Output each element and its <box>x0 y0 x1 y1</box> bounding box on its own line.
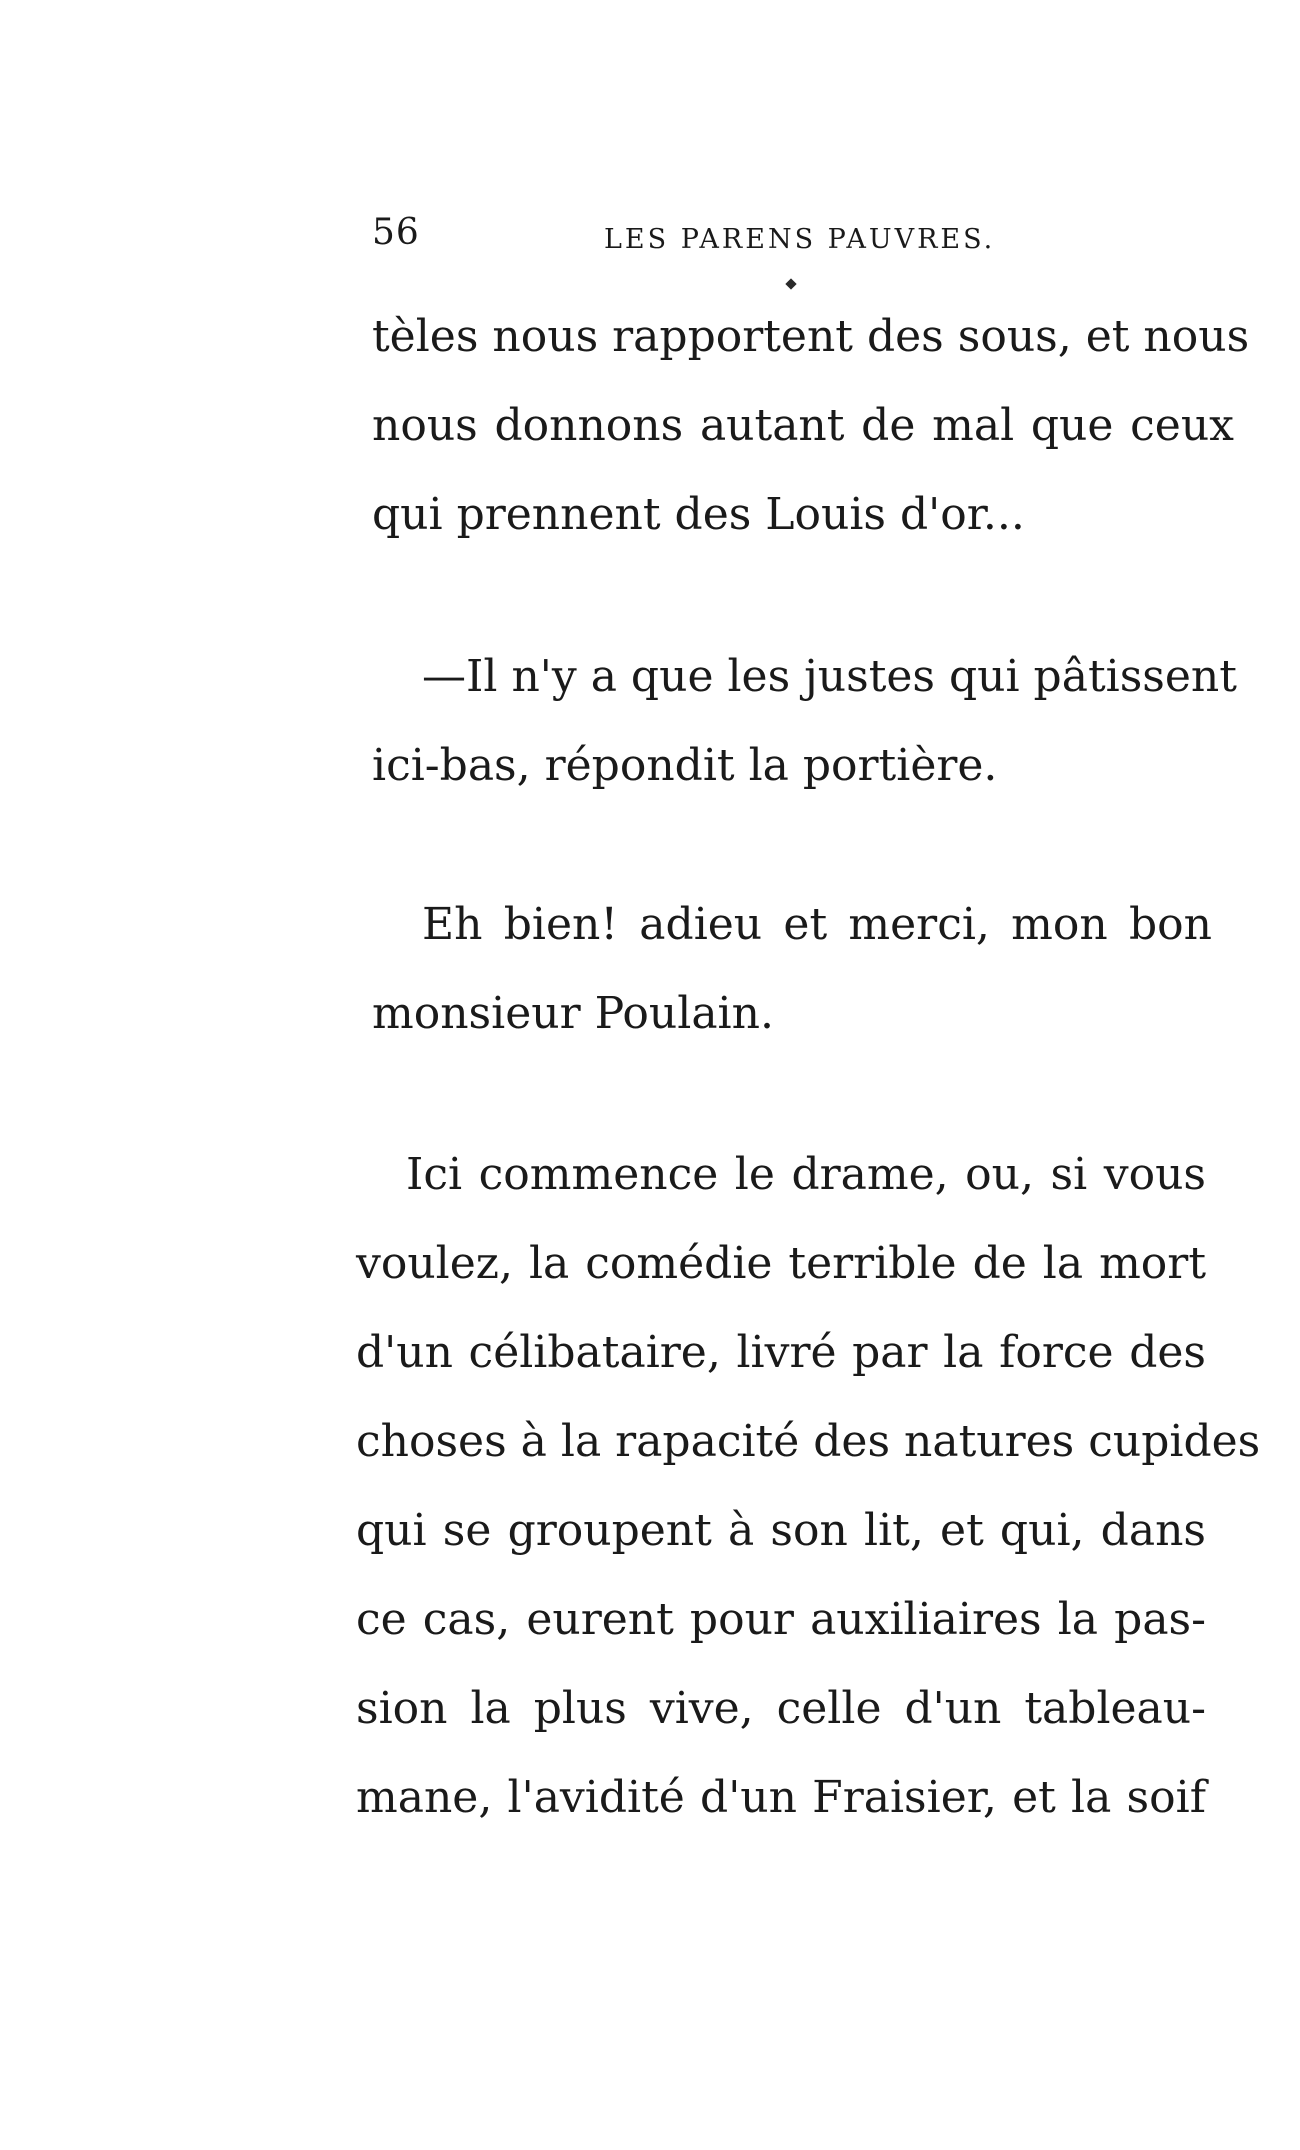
text-line: tèles nous rapportent des sous, et nous <box>372 311 1250 362</box>
paragraph-3 <box>372 880 1212 1058</box>
page-number: 56 <box>372 212 420 253</box>
text-line: choses à la rapacité des natures cupides <box>356 1416 1261 1467</box>
text-line: Eh bien! adieu et merci, mon bon <box>422 899 1212 950</box>
text-line: voulez, la comédie terrible de la mort <box>356 1238 1206 1289</box>
paragraph-4 <box>356 1130 1261 1842</box>
text-line: nous donnons autant de mal que ceux <box>372 400 1234 451</box>
text-line: qui prennent des Louis d'or... <box>372 489 1025 540</box>
text-line: —Il n'y a que les justes qui pâtissent <box>422 651 1237 702</box>
printer-mark <box>785 278 796 289</box>
page-header <box>372 212 1032 262</box>
paragraph-1 <box>372 292 1250 559</box>
text-line: sion la plus vive, celle d'un tableau- <box>356 1683 1206 1734</box>
text-line: ce cas, eurent pour auxiliaires la pas- <box>356 1594 1206 1645</box>
text-line: monsieur Poulain. <box>372 988 774 1039</box>
text-line: mane, l'avidité d'un Fraisier, et la soif <box>356 1772 1206 1823</box>
text-line: Ici commence le drame, ou, si vous <box>406 1149 1206 1200</box>
text-line: qui se groupent à son lit, et qui, dans <box>356 1505 1206 1556</box>
text-line: ici-bas, répondit la portière. <box>372 740 998 791</box>
running-title: LES PARENS PAUVRES. <box>604 224 996 255</box>
text-line: d'un célibataire, livré par la force des <box>356 1327 1206 1378</box>
paragraph-2 <box>372 632 1237 810</box>
